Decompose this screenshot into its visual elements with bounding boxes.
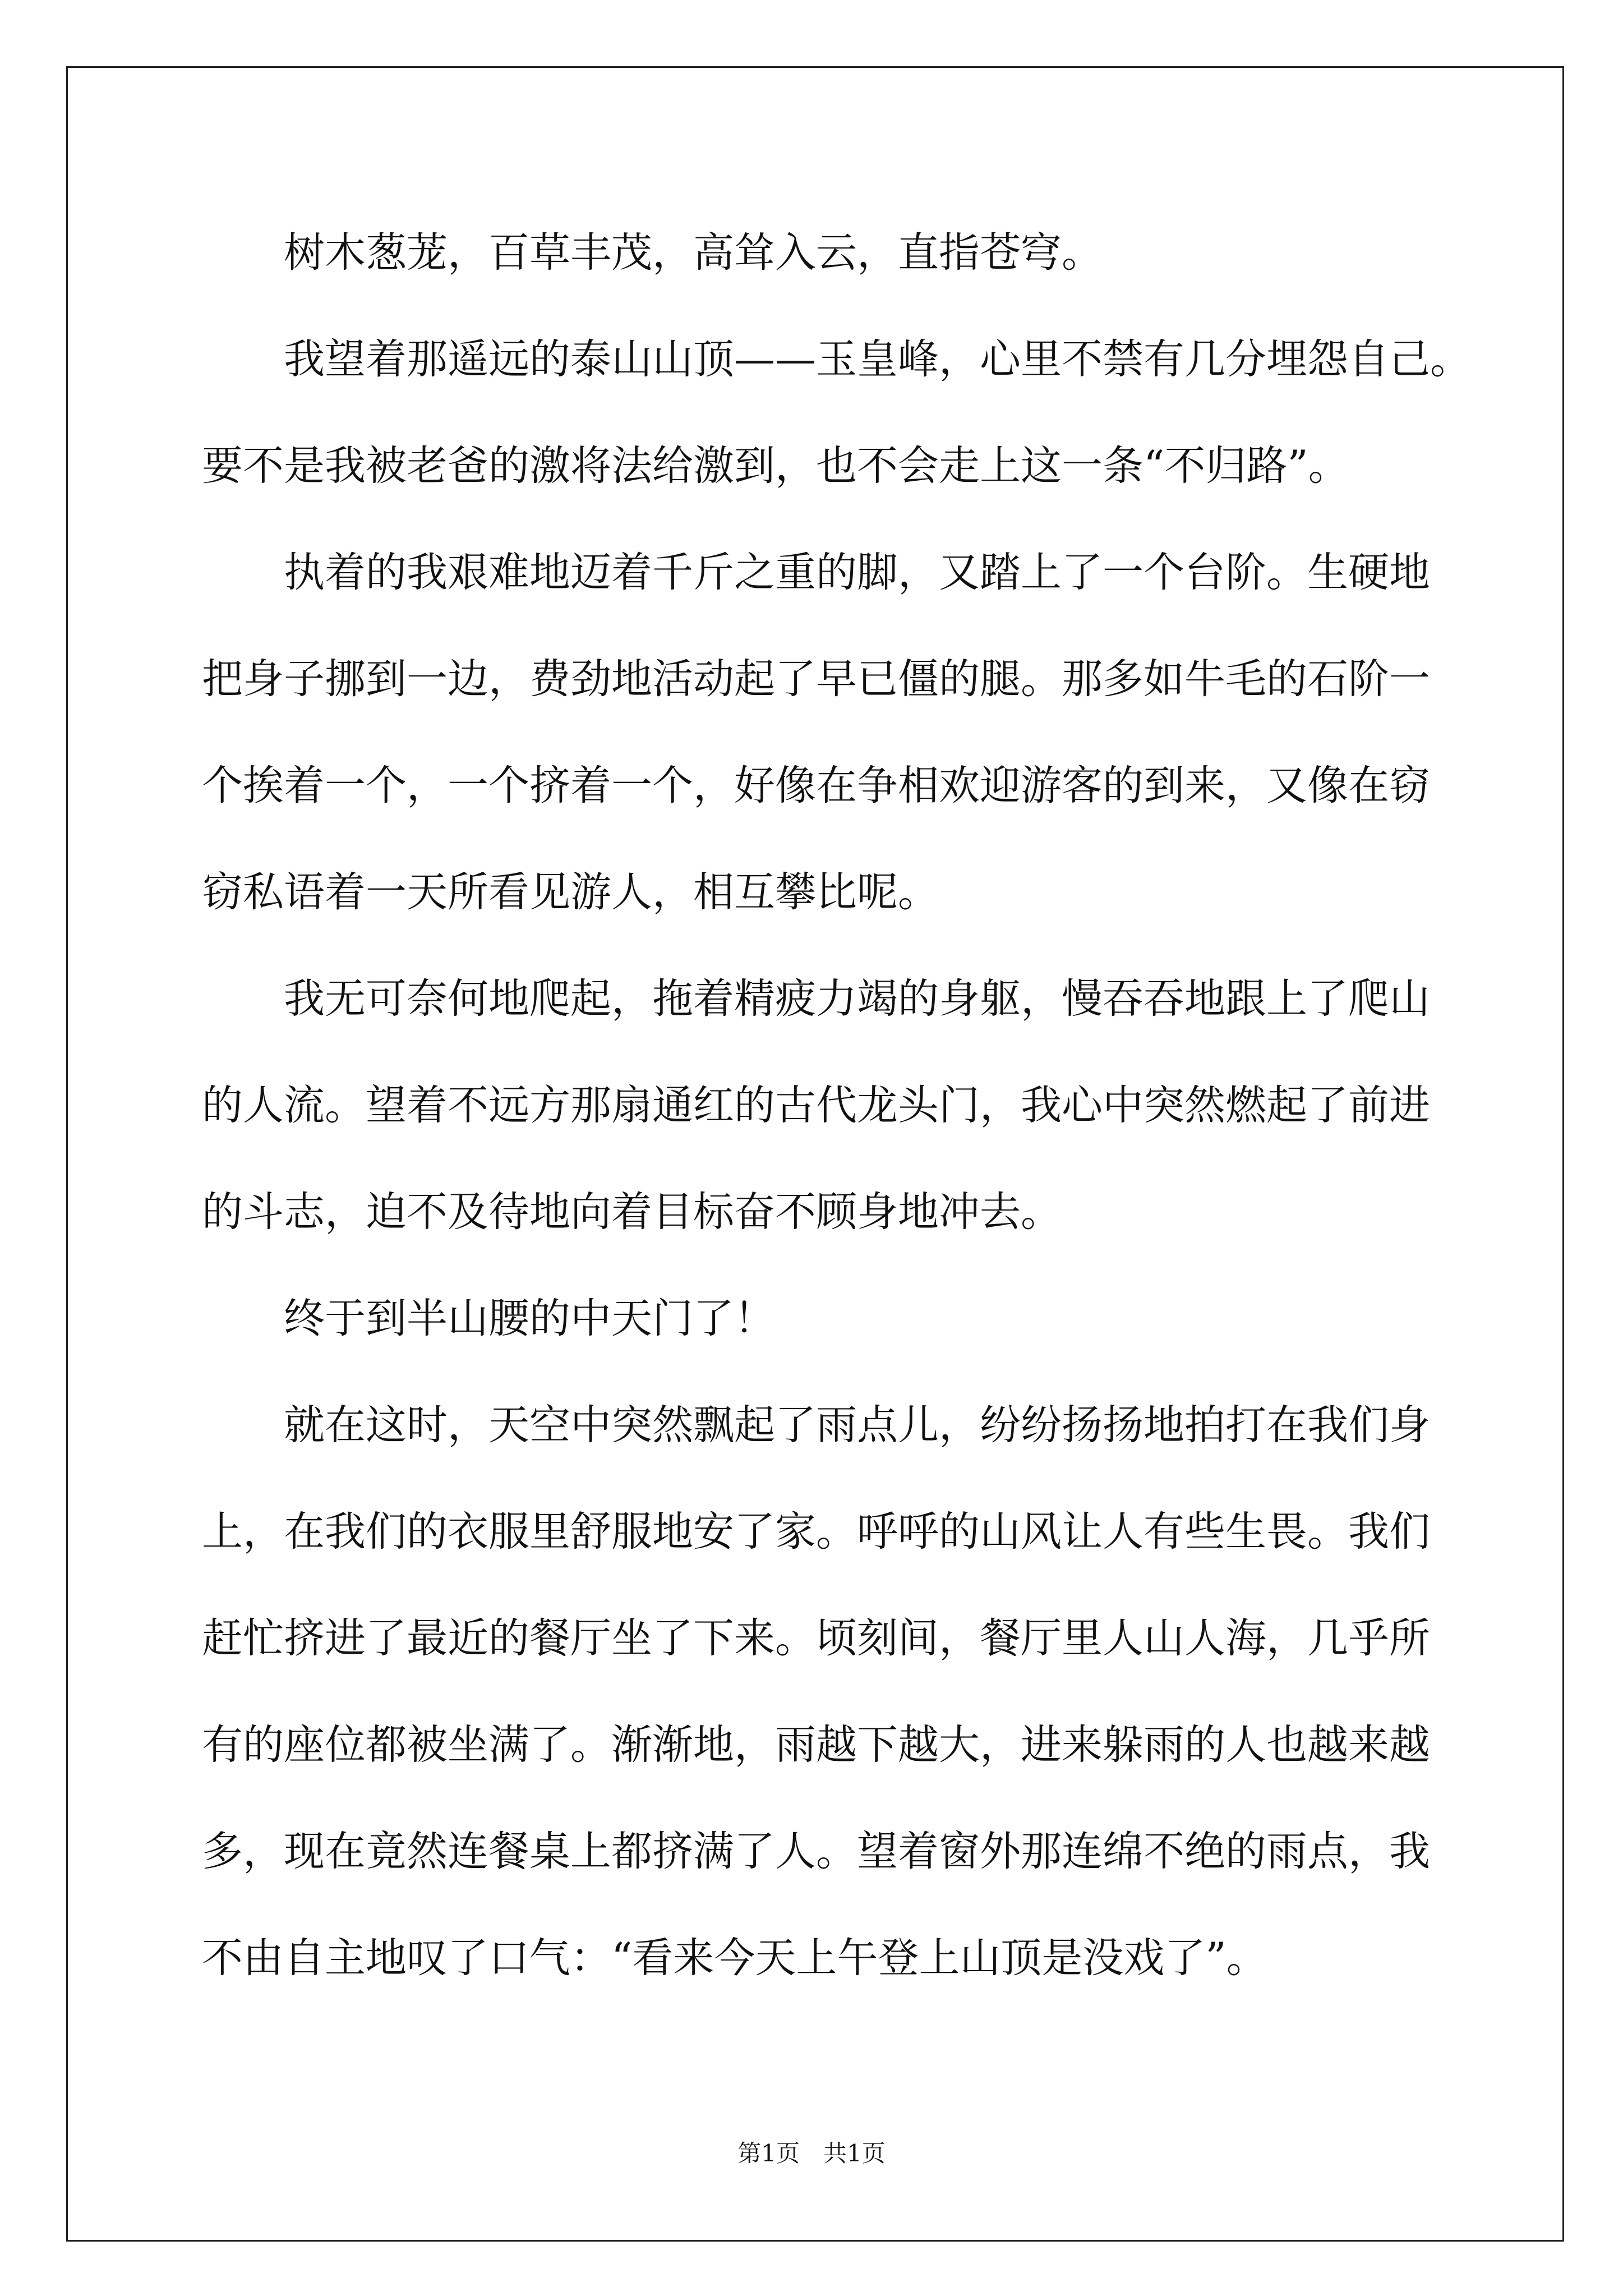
paragraph-line: 有的座位都被坐满了。渐渐地，雨越下越大，进来躲雨的人也越来越	[202, 1721, 1430, 1769]
paragraph-5	[202, 1266, 1492, 1372]
paragraph-4	[202, 946, 1492, 1266]
page-number-footer: 第1页 共1页	[737, 2139, 886, 2167]
paragraph-line: 执着的我艰难地迈着千斤之重的脚，又踏上了一个台阶。生硬地	[284, 549, 1430, 596]
paragraph-6	[202, 1372, 1492, 2012]
paragraph-2	[202, 306, 1492, 519]
paragraph-line: 把身子挪到一边，费劲地活动起了早已僵的腿。那多如牛毛的石阶一	[202, 655, 1430, 703]
paragraph-line: 赶忙挤进了最近的餐厅坐了下来。顷刻间，餐厅里人山人海，几乎所	[202, 1614, 1430, 1662]
paragraph-line: 就在这时，天空中突然飘起了雨点儿，纷纷扬扬地拍打在我们身	[284, 1401, 1430, 1449]
document-body	[202, 200, 1492, 2012]
paragraph-line: 不由自主地叹了口气：“看来今天上午登上山顶是没戏了”。	[202, 1934, 1267, 1982]
paragraph-line: 的人流。望着不远方那扇通红的古代龙头门，我心中突然燃起了前进	[202, 1082, 1430, 1129]
paragraph-line: 终于到半山腰的中天门了！	[284, 1295, 775, 1342]
paragraph-line: 上，在我们的衣服里舒服地安了家。呼呼的山风让人有些生畏。我们	[202, 1508, 1430, 1556]
paragraph-line: 窃私语着一天所看见游人，相互攀比呢。	[202, 868, 939, 916]
paragraph-line: 个挨着一个，一个挤着一个，好像在争相欢迎游客的到来，又像在窃	[202, 762, 1430, 809]
paragraph-line: 多，现在竟然连餐桌上都挤满了人。望着窗外那连绵不绝的雨点，我	[202, 1828, 1430, 1875]
paragraph-line: 要不是我被老爸的激将法给激到，也不会走上这一条“不归路”。	[202, 442, 1349, 490]
paragraph-1	[202, 200, 1492, 306]
paragraph-line: 我无可奈何地爬起，拖着精疲力竭的身躯，慢吞吞地跟上了爬山	[284, 975, 1430, 1023]
paragraph-line: 的斗志，迫不及待地向着目标奋不顾身地冲去。	[202, 1188, 1062, 1236]
paragraph-line: 我望着那遥远的泰山山顶——玉皇峰，心里不禁有几分埋怨自己。	[284, 335, 1471, 383]
paragraph-line: 树木葱茏，百草丰茂，高耸入云，直指苍穹。	[284, 229, 1103, 277]
paragraph-3	[202, 519, 1492, 946]
